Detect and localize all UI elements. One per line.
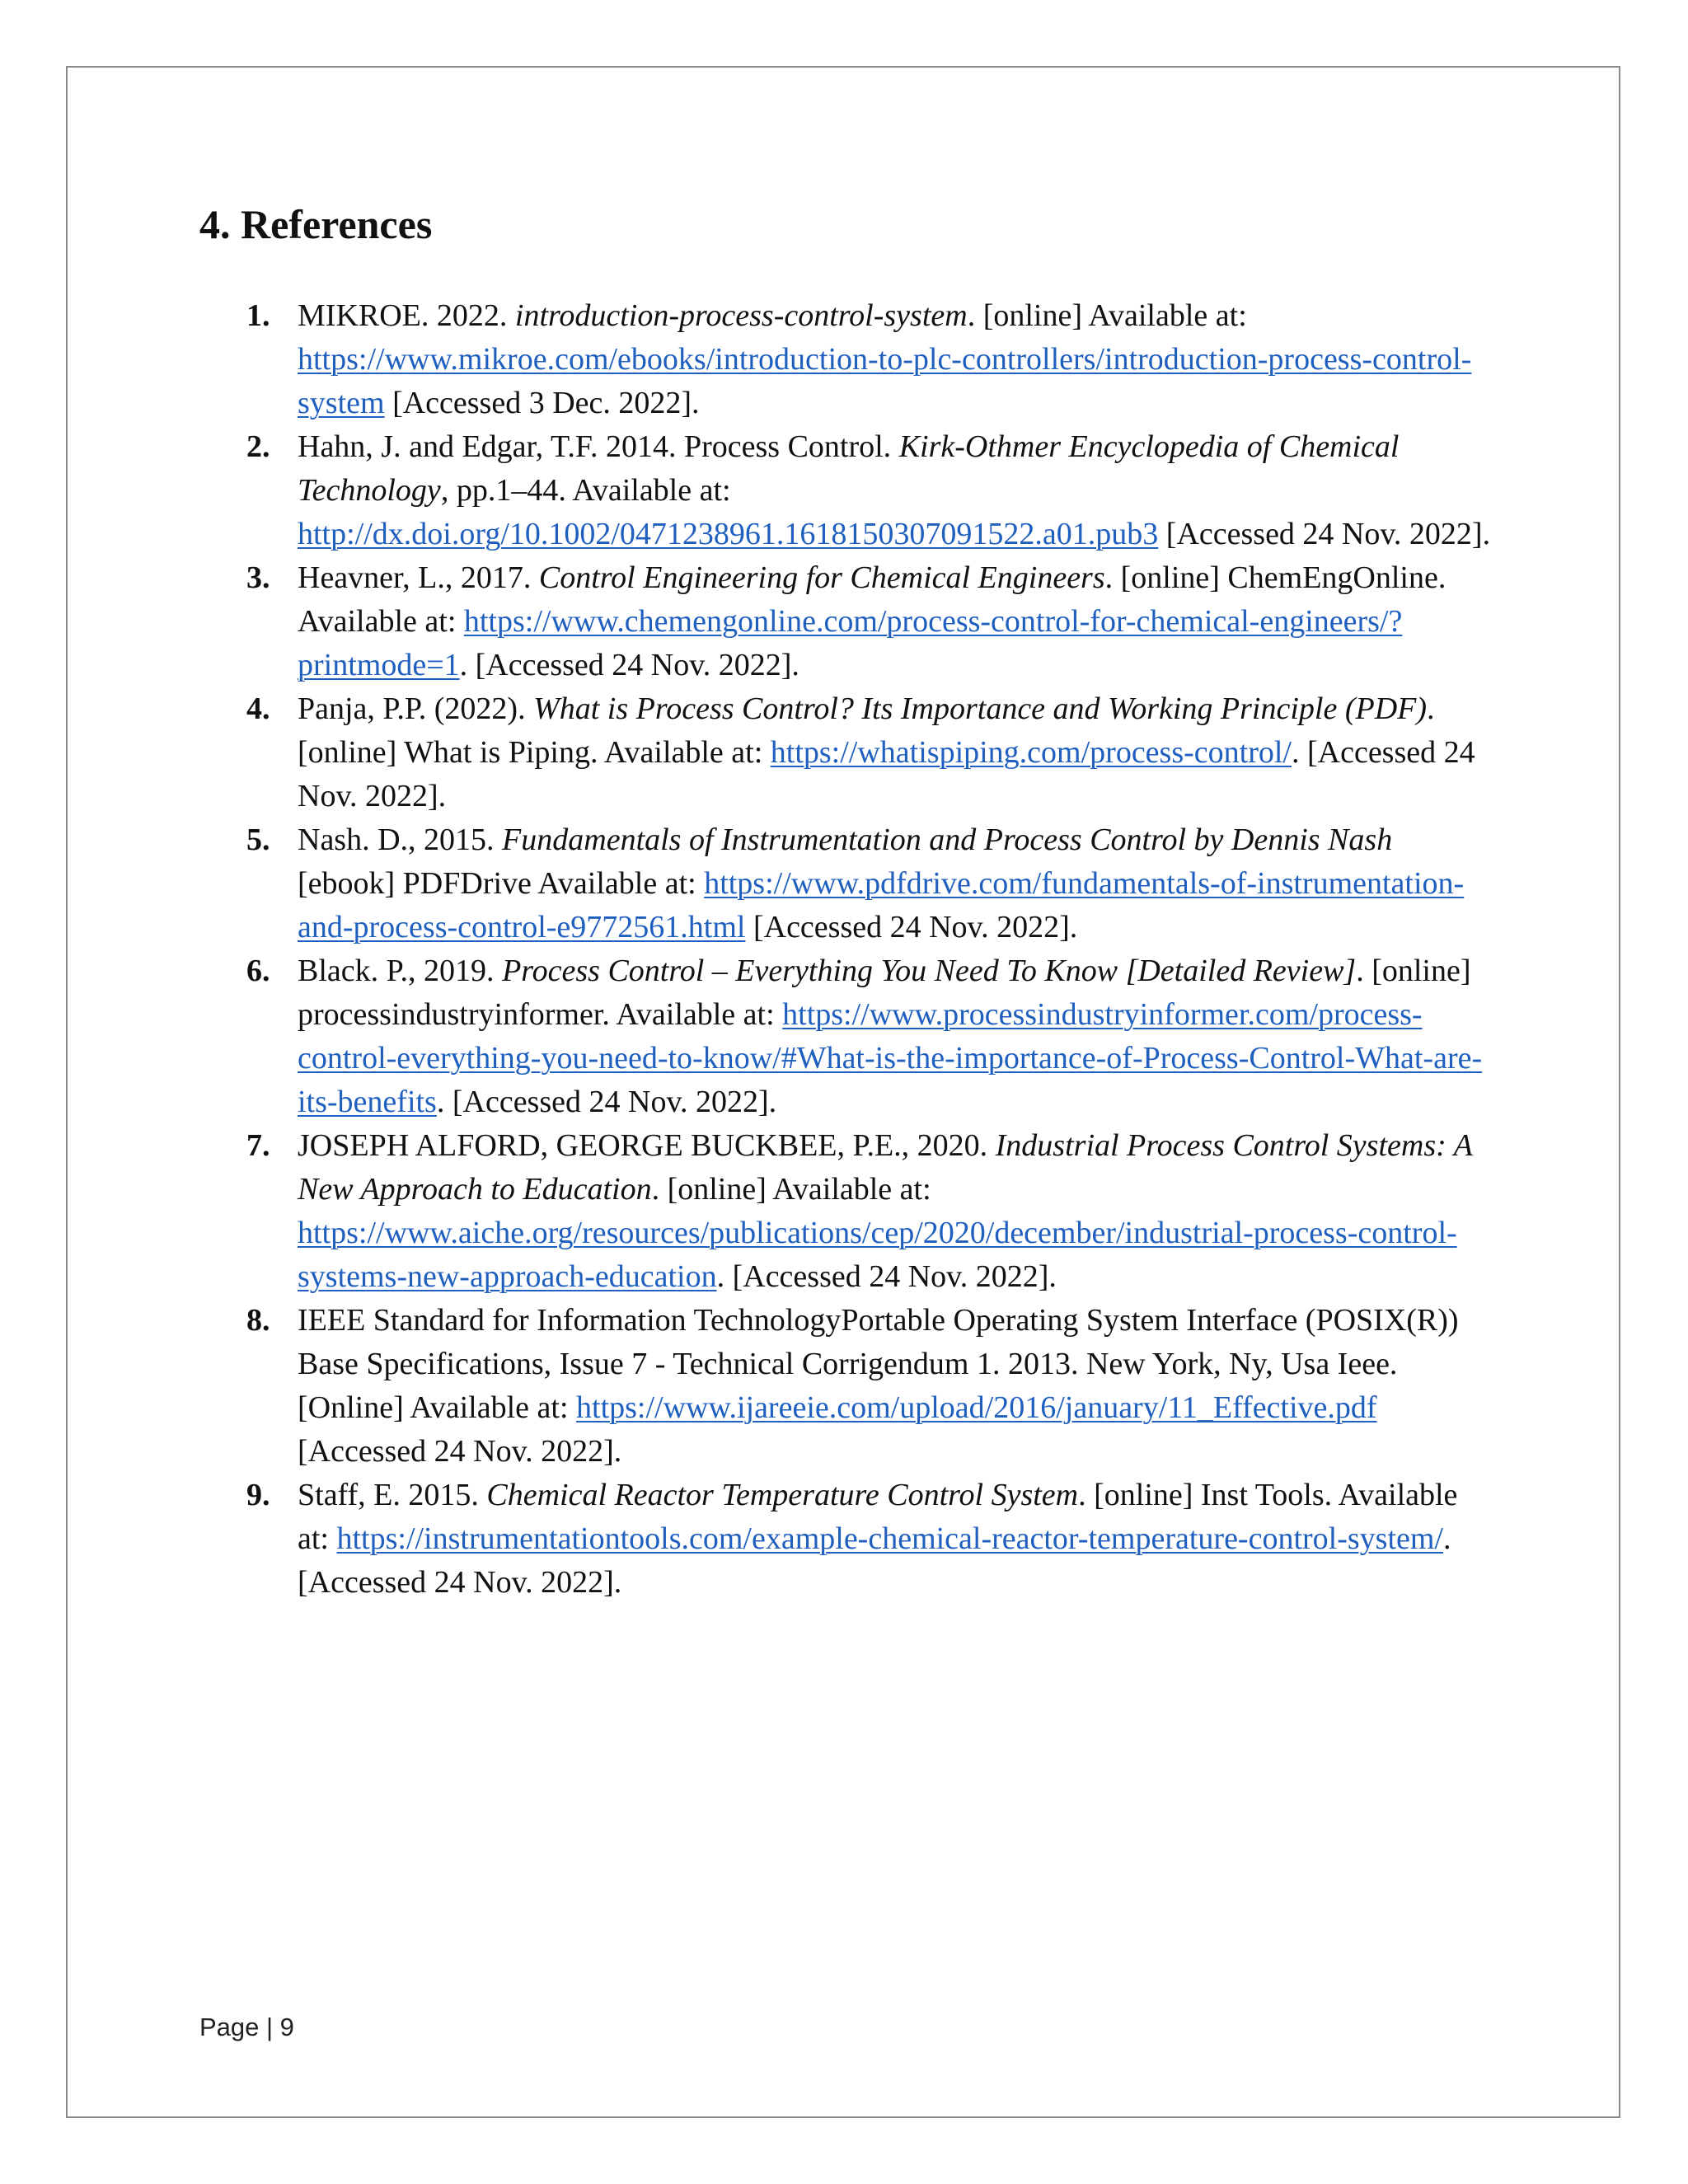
reference-item-3 [0, 556, 1492, 687]
reference-authors: Black. P., 2019. [298, 954, 503, 988]
reference-link[interactable]: https://www.ijareeie.com/upload/2016/january/11_Effective.pdf [576, 1390, 1377, 1425]
section-heading: 4. References [199, 201, 433, 247]
reference-source: , pp.1–44. Available at: [440, 473, 731, 508]
reference-text [298, 687, 1492, 818]
reference-text [298, 556, 1492, 687]
reference-number: 3. [246, 560, 270, 595]
reference-title: introduction-process-control-system [514, 298, 968, 333]
reference-text [298, 1474, 1492, 1605]
reference-authors: MIKROE. 2022. [298, 298, 515, 333]
reference-link[interactable]: https://whatispiping.com/process-control/ [770, 735, 1292, 770]
reference-item-4 [0, 687, 1492, 818]
reference-accessed: [Accessed 24 Nov. 2022]. [298, 1434, 622, 1469]
reference-item-2 [0, 425, 1492, 556]
reference-accessed: . [Accessed 24 Nov. 2022]. [716, 1259, 1057, 1294]
reference-item-5 [0, 818, 1492, 949]
reference-accessed: . [Accessed 24 Nov. 2022]. [436, 1085, 777, 1119]
reference-text [298, 294, 1492, 425]
reference-title: Control Engineering for Chemical Engineers [538, 560, 1105, 595]
reference-list [0, 294, 1688, 1605]
reference-accessed: [Accessed 24 Nov. 2022]. [1158, 517, 1491, 551]
reference-text [298, 1299, 1492, 1474]
reference-link[interactable]: https://instrumentationtools.com/example-chemical-reactor-temperature-control-system/ [336, 1521, 1443, 1556]
reference-authors: Hahn, J. and Edgar, T.F. 2014. Process Control. [298, 429, 899, 464]
reference-source: . [online] What is Piping. Available at: [298, 691, 1435, 770]
reference-link[interactable]: https://www.processindustryinformer.com/process-control-everything-you-need-to-know/#What-is-the-importance-of-Process-Control-What-are-its-benefits [298, 997, 1483, 1119]
reference-accessed: [Accessed 3 Dec. 2022]. [384, 386, 700, 420]
reference-title: Fundamentals of Instrumentation and Process Control by Dennis Nash [502, 823, 1393, 857]
reference-source: . [online] processindustryinformer. Available at: [298, 954, 1471, 1032]
reference-title: Process Control – Everything You Need To Know [Detailed Review] [502, 954, 1357, 988]
reference-source: [ebook] PDFDrive Available at: [298, 866, 705, 901]
reference-accessed: . [Accessed 24 Nov. 2022]. [298, 735, 1475, 813]
reference-item-1 [0, 294, 1492, 425]
reference-number: 6. [246, 954, 270, 988]
reference-number: 5. [246, 823, 270, 857]
reference-accessed: [Accessed 24 Nov. 2022]. [745, 910, 1078, 944]
reference-authors: IEEE Standard for Information TechnologyPortable Operating System Interface (POSIX(R)) Base Specifications, Issue 7 - Technical Corrigendum 1. 2013. New York, Ny, Usa Ieee. [Online] Available at: [298, 1303, 1459, 1425]
reference-text [298, 818, 1492, 949]
reference-accessed: . [Accessed 24 Nov. 2022]. [459, 648, 799, 682]
reference-authors: Nash. D., 2015. [298, 823, 503, 857]
reference-link[interactable]: https://www.pdfdrive.com/fundamentals-of-instrumentation-and-process-control-e9772561.html [298, 866, 1465, 944]
reference-item-7 [0, 1124, 1492, 1299]
reference-number: 9. [246, 1478, 270, 1512]
reference-title: What is Process Control? Its Importance and Working Principle (PDF) [533, 691, 1428, 726]
reference-link[interactable]: https://www.aiche.org/resources/publications/cep/2020/december/industrial-process-control-systems-new-approach-education [298, 1216, 1457, 1294]
page-footer: Page | 9 [199, 2013, 294, 2041]
reference-link[interactable]: https://www.mikroe.com/ebooks/introduction-to-plc-controllers/introduction-process-control-system [298, 342, 1472, 420]
reference-item-8 [0, 1299, 1492, 1474]
reference-number: 8. [246, 1303, 270, 1338]
reference-text [298, 1124, 1492, 1299]
reference-authors: Heavner, L., 2017. [298, 560, 539, 595]
reference-text [298, 949, 1492, 1124]
reference-title: Industrial Process Control Systems: A New Approach to Education [298, 1128, 1473, 1207]
reference-source: . [online] Available at: [651, 1172, 931, 1207]
reference-number: 2. [246, 429, 270, 464]
reference-number: 7. [246, 1128, 270, 1163]
reference-title: Chemical Reactor Temperature Control System [486, 1478, 1079, 1512]
reference-source: . [online] ChemEngOnline. Available at: [298, 560, 1447, 639]
reference-link[interactable]: http://dx.doi.org/10.1002/0471238961.1618150307091522.a01.pub3 [298, 517, 1159, 551]
reference-item-6 [0, 949, 1492, 1124]
reference-authors: Staff, E. 2015. [298, 1478, 487, 1512]
reference-source: . [online] Inst Tools. Available at: [298, 1478, 1458, 1556]
reference-link[interactable]: https://www.chemengonline.com/process-control-for-chemical-engineers/?printmode=1 [298, 604, 1403, 682]
reference-number: 4. [246, 691, 270, 726]
reference-item-9 [0, 1474, 1492, 1605]
reference-accessed: . [Accessed 24 Nov. 2022]. [298, 1521, 1451, 1600]
reference-authors: Panja, P.P. (2022). [298, 691, 534, 726]
reference-number: 1. [246, 298, 270, 333]
reference-text [298, 425, 1492, 556]
reference-title: Kirk-Othmer Encyclopedia of Chemical Technology [298, 429, 1400, 508]
reference-source: . [online] Available at: [967, 298, 1247, 333]
reference-authors: JOSEPH ALFORD, GEORGE BUCKBEE, P.E., 2020. [298, 1128, 996, 1163]
